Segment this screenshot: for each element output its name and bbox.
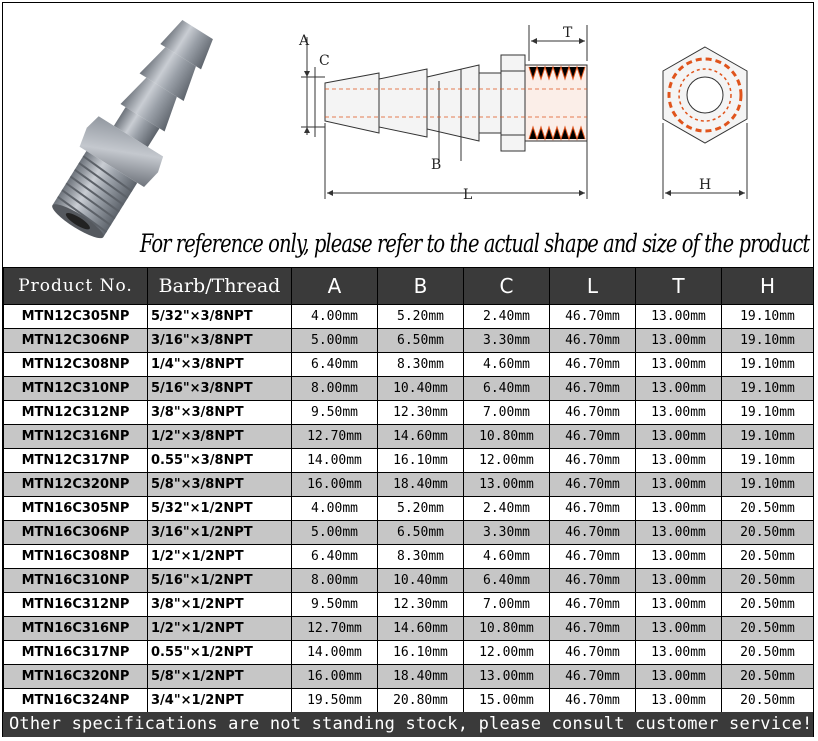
cell-h: 19.10mm: [722, 473, 814, 497]
cell-b: 16.10mm: [378, 641, 464, 665]
cell-c: 10.80mm: [464, 425, 550, 449]
cell-product-no: MTN12C305NP: [4, 305, 148, 329]
cell-b: 10.40mm: [378, 569, 464, 593]
cell-barb-thread: 3/8"×3/8NPT: [148, 401, 292, 425]
cell-t: 13.00mm: [636, 377, 722, 401]
cell-c: 4.60mm: [464, 545, 550, 569]
cell-b: 14.60mm: [378, 425, 464, 449]
header-l: L: [550, 268, 636, 305]
cell-product-no: MTN12C317NP: [4, 449, 148, 473]
cell-a: 6.40mm: [292, 353, 378, 377]
cell-h: 19.10mm: [722, 449, 814, 473]
cell-h: 19.10mm: [722, 329, 814, 353]
cell-a: 6.40mm: [292, 545, 378, 569]
cell-barb-thread: 5/16"×1/2NPT: [148, 569, 292, 593]
cell-b: 18.40mm: [378, 473, 464, 497]
cell-b: 12.30mm: [378, 401, 464, 425]
cell-h: 20.50mm: [722, 665, 814, 689]
cell-product-no: MTN16C320NP: [4, 665, 148, 689]
table-body: [4, 305, 814, 713]
header-h: H: [722, 268, 814, 305]
cell-product-no: MTN16C317NP: [4, 641, 148, 665]
cell-t: 13.00mm: [636, 449, 722, 473]
cell-barb-thread: 3/4"×1/2NPT: [148, 689, 292, 713]
table-row: [4, 425, 814, 449]
cell-t: 13.00mm: [636, 401, 722, 425]
cell-a: 9.50mm: [292, 401, 378, 425]
cell-l: 46.70mm: [550, 353, 636, 377]
cell-a: 4.00mm: [292, 497, 378, 521]
cell-a: 16.00mm: [292, 665, 378, 689]
cell-t: 13.00mm: [636, 617, 722, 641]
cell-c: 6.40mm: [464, 569, 550, 593]
table-row: [4, 329, 814, 353]
cell-a: 12.70mm: [292, 425, 378, 449]
cell-l: 46.70mm: [550, 569, 636, 593]
cell-c: 7.00mm: [464, 593, 550, 617]
cell-h: 20.50mm: [722, 641, 814, 665]
cell-l: 46.70mm: [550, 593, 636, 617]
table-row: [4, 617, 814, 641]
cell-l: 46.70mm: [550, 521, 636, 545]
table-header-row: [4, 268, 814, 305]
cell-product-no: MTN16C324NP: [4, 689, 148, 713]
reference-note: For reference only, please refer to the actual shape and size of the product: [139, 229, 809, 258]
cell-c: 4.60mm: [464, 353, 550, 377]
cell-h: 19.10mm: [722, 425, 814, 449]
cell-product-no: MTN16C312NP: [4, 593, 148, 617]
cell-l: 46.70mm: [550, 545, 636, 569]
cell-a: 12.70mm: [292, 617, 378, 641]
cell-t: 13.00mm: [636, 521, 722, 545]
cell-c: 2.40mm: [464, 497, 550, 521]
dim-label-l: L: [463, 187, 473, 203]
cell-t: 13.00mm: [636, 569, 722, 593]
product-banner: [3, 3, 813, 265]
dim-label-h: H: [699, 177, 712, 193]
table-row: [4, 689, 814, 713]
cell-barb-thread: 5/32"×1/2NPT: [148, 497, 292, 521]
cell-barb-thread: 3/16"×1/2NPT: [148, 521, 292, 545]
cell-barb-thread: 5/8"×1/2NPT: [148, 665, 292, 689]
cell-t: 13.00mm: [636, 425, 722, 449]
cell-a: 8.00mm: [292, 377, 378, 401]
cell-c: 12.00mm: [464, 641, 550, 665]
header-barb-thread: Barb/Thread: [148, 268, 292, 305]
cell-b: 8.30mm: [378, 353, 464, 377]
table-row: [4, 353, 814, 377]
cell-t: 13.00mm: [636, 305, 722, 329]
cell-b: 16.10mm: [378, 449, 464, 473]
cell-product-no: MTN12C306NP: [4, 329, 148, 353]
cell-c: 7.00mm: [464, 401, 550, 425]
cell-l: 46.70mm: [550, 665, 636, 689]
cell-l: 46.70mm: [550, 497, 636, 521]
cell-b: 18.40mm: [378, 665, 464, 689]
cell-barb-thread: 1/4"×3/8NPT: [148, 353, 292, 377]
cell-c: 13.00mm: [464, 473, 550, 497]
cell-b: 12.30mm: [378, 593, 464, 617]
cell-a: 4.00mm: [292, 305, 378, 329]
cell-barb-thread: 5/32"×3/8NPT: [148, 305, 292, 329]
product-photo: [3, 3, 265, 265]
table-row: [4, 569, 814, 593]
table-row: [4, 449, 814, 473]
cell-h: 20.50mm: [722, 545, 814, 569]
cell-c: 15.00mm: [464, 689, 550, 713]
header-c: C: [464, 268, 550, 305]
cell-l: 46.70mm: [550, 641, 636, 665]
cell-b: 10.40mm: [378, 377, 464, 401]
cell-h: 20.50mm: [722, 617, 814, 641]
end-view-drawing: [655, 43, 755, 203]
cell-barb-thread: 1/2"×3/8NPT: [148, 425, 292, 449]
cell-c: 2.40mm: [464, 305, 550, 329]
cell-b: 6.50mm: [378, 521, 464, 545]
cell-h: 19.10mm: [722, 353, 814, 377]
cell-product-no: MTN16C310NP: [4, 569, 148, 593]
cell-c: 10.80mm: [464, 617, 550, 641]
cell-barb-thread: 3/16"×3/8NPT: [148, 329, 292, 353]
cell-t: 13.00mm: [636, 545, 722, 569]
cell-barb-thread: 1/2"×1/2NPT: [148, 545, 292, 569]
table-row: [4, 521, 814, 545]
cell-barb-thread: 0.55"×3/8NPT: [148, 449, 292, 473]
cell-l: 46.70mm: [550, 329, 636, 353]
cell-h: 19.10mm: [722, 377, 814, 401]
cell-product-no: MTN12C312NP: [4, 401, 148, 425]
dim-label-a: A: [299, 33, 310, 49]
cell-a: 14.00mm: [292, 449, 378, 473]
table-row: [4, 305, 814, 329]
cell-barb-thread: 1/2"×1/2NPT: [148, 617, 292, 641]
spec-table: [3, 267, 814, 713]
cell-h: 20.50mm: [722, 593, 814, 617]
table-row: [4, 545, 814, 569]
side-view-drawing: [279, 21, 629, 203]
cell-a: 5.00mm: [292, 329, 378, 353]
cell-l: 46.70mm: [550, 473, 636, 497]
cell-a: 14.00mm: [292, 641, 378, 665]
cell-h: 20.50mm: [722, 569, 814, 593]
table-row: [4, 473, 814, 497]
cell-l: 46.70mm: [550, 617, 636, 641]
cell-h: 20.50mm: [722, 497, 814, 521]
cell-c: 3.30mm: [464, 521, 550, 545]
cell-l: 46.70mm: [550, 401, 636, 425]
cell-product-no: MTN12C316NP: [4, 425, 148, 449]
cell-a: 19.50mm: [292, 689, 378, 713]
cell-a: 16.00mm: [292, 473, 378, 497]
cell-product-no: MTN16C305NP: [4, 497, 148, 521]
cell-t: 13.00mm: [636, 689, 722, 713]
cell-h: 20.50mm: [722, 689, 814, 713]
cell-t: 13.00mm: [636, 593, 722, 617]
header-t: T: [636, 268, 722, 305]
cell-h: 20.50mm: [722, 521, 814, 545]
dim-label-t: T: [563, 25, 573, 41]
table-row: [4, 497, 814, 521]
cell-l: 46.70mm: [550, 305, 636, 329]
cell-b: 5.20mm: [378, 497, 464, 521]
cell-t: 13.00mm: [636, 665, 722, 689]
cell-product-no: MTN16C308NP: [4, 545, 148, 569]
cell-t: 13.00mm: [636, 329, 722, 353]
spec-sheet: [2, 2, 814, 737]
cell-h: 19.10mm: [722, 401, 814, 425]
cell-barb-thread: 5/8"×3/8NPT: [148, 473, 292, 497]
table-row: [4, 401, 814, 425]
cell-t: 13.00mm: [636, 473, 722, 497]
cell-l: 46.70mm: [550, 425, 636, 449]
cell-c: 12.00mm: [464, 449, 550, 473]
cell-a: 5.00mm: [292, 521, 378, 545]
cell-barb-thread: 5/16"×3/8NPT: [148, 377, 292, 401]
cell-a: 8.00mm: [292, 569, 378, 593]
table-row: [4, 665, 814, 689]
footer-notice: Other specifications are not standing stock, please consult customer service!: [3, 712, 813, 737]
cell-barb-thread: 0.55"×1/2NPT: [148, 641, 292, 665]
cell-b: 20.80mm: [378, 689, 464, 713]
table-row: [4, 641, 814, 665]
cell-t: 13.00mm: [636, 353, 722, 377]
cell-c: 6.40mm: [464, 377, 550, 401]
cell-t: 13.00mm: [636, 497, 722, 521]
cell-b: 5.20mm: [378, 305, 464, 329]
cell-product-no: MTN16C316NP: [4, 617, 148, 641]
cell-b: 14.60mm: [378, 617, 464, 641]
cell-l: 46.70mm: [550, 689, 636, 713]
cell-c: 13.00mm: [464, 665, 550, 689]
cell-b: 8.30mm: [378, 545, 464, 569]
dim-label-b: B: [431, 157, 442, 173]
cell-h: 19.10mm: [722, 305, 814, 329]
table-row: [4, 377, 814, 401]
cell-a: 9.50mm: [292, 593, 378, 617]
header-a: A: [292, 268, 378, 305]
cell-l: 46.70mm: [550, 449, 636, 473]
header-product: Product No.: [4, 268, 148, 305]
cell-b: 6.50mm: [378, 329, 464, 353]
cell-barb-thread: 3/8"×1/2NPT: [148, 593, 292, 617]
cell-product-no: MTN12C310NP: [4, 377, 148, 401]
header-b: B: [378, 268, 464, 305]
dim-label-c: C: [319, 53, 330, 69]
cell-t: 13.00mm: [636, 641, 722, 665]
table-row: [4, 593, 814, 617]
cell-l: 46.70mm: [550, 377, 636, 401]
cell-product-no: MTN12C308NP: [4, 353, 148, 377]
cell-product-no: MTN12C320NP: [4, 473, 148, 497]
cell-c: 3.30mm: [464, 329, 550, 353]
cell-product-no: MTN16C306NP: [4, 521, 148, 545]
